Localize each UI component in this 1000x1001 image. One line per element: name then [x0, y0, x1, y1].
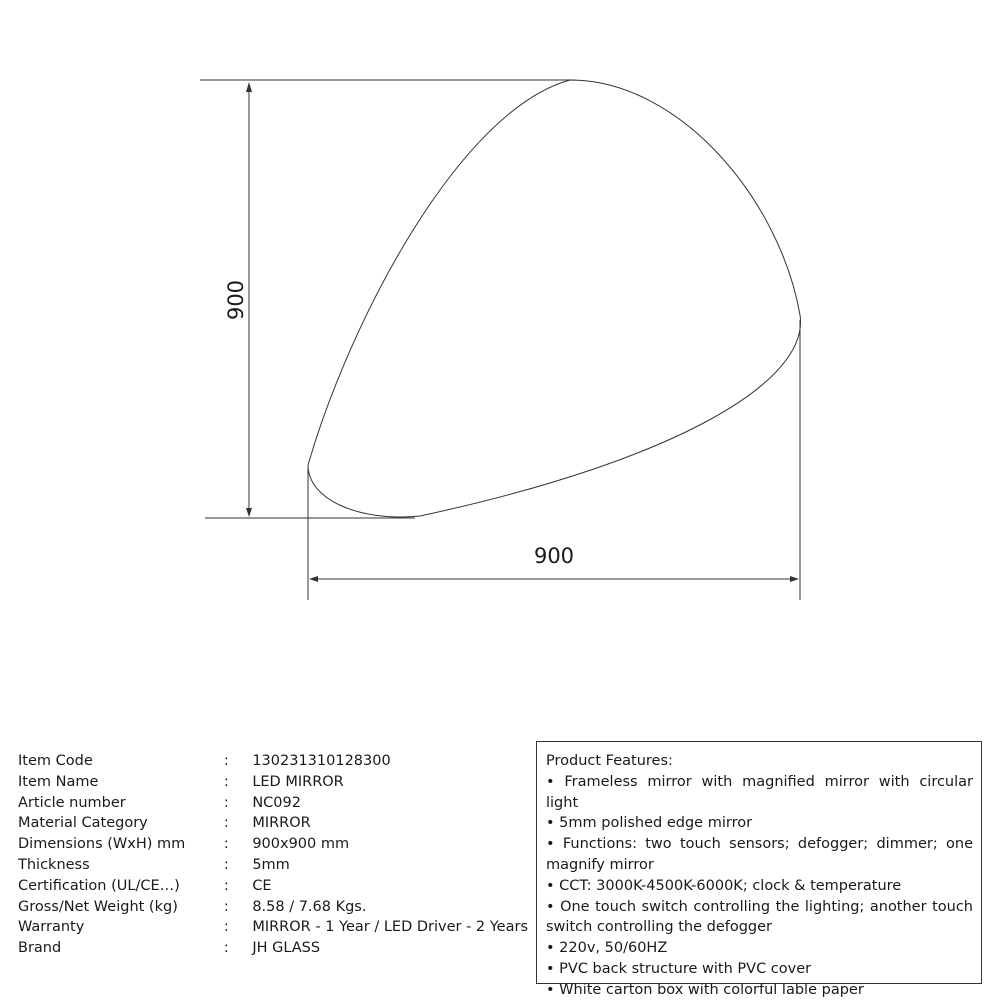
spec-value: NC092 [252, 794, 301, 811]
spec-label: Item Code [18, 753, 93, 769]
height-arrow-top [246, 82, 252, 92]
width-label: 900 [533, 544, 575, 568]
spec-row [18, 772, 528, 793]
feature-item: • 5mm polished edge mirror [546, 815, 753, 832]
feature-item: • Functions: two touch sensors; defogger; dimmer; one magnify mirror [546, 836, 973, 873]
spec-value: LED MIRROR [252, 773, 344, 790]
width-arrow-left [309, 576, 318, 582]
spec-separator: : [223, 898, 229, 915]
spec-row [18, 813, 528, 834]
spec-value: MIRROR - 1 Year / LED Driver - 2 Years [252, 919, 528, 936]
spec-label: Article number [18, 794, 126, 811]
feature-item: • One touch switch controlling the lighting; another touch switch controlling the defogger [546, 898, 973, 936]
product-features-box [536, 741, 982, 998]
width-arrow-right [790, 576, 799, 582]
height-label: 900 [224, 279, 248, 321]
spec-separator: : [223, 753, 229, 769]
height-arrow-bottom [246, 508, 252, 517]
spec-row [18, 793, 528, 814]
spec-row [18, 938, 528, 959]
spec-label: Material Category [18, 815, 148, 832]
spec-label: Brand [18, 940, 62, 957]
spec-separator: : [223, 877, 229, 894]
spec-separator: : [223, 794, 229, 811]
feature-item: • 220v, 50/60HZ [546, 940, 668, 957]
spec-table [18, 751, 528, 959]
spec-label: Thickness [18, 856, 90, 873]
features-title: Product Features: [546, 753, 673, 769]
spec-value: MIRROR [252, 815, 311, 832]
spec-label: Certification (UL/CE…) [18, 877, 180, 894]
spec-row [18, 855, 528, 876]
spec-row [18, 834, 528, 855]
spec-row [18, 897, 528, 918]
feature-item: • White carton box with colorful lable paper [546, 981, 864, 998]
spec-value: 5mm [252, 856, 290, 873]
spec-label: Dimensions (WxH) mm [18, 836, 186, 853]
feature-item: • PVC back structure with PVC cover [546, 960, 812, 977]
spec-value: 8.58 / 7.68 Kgs. [252, 898, 367, 915]
spec-value: CE [252, 877, 272, 894]
spec-label: Gross/Net Weight (kg) [18, 898, 178, 915]
spec-row [18, 751, 528, 772]
feature-item: • Frameless mirror with magnified mirror with circular light [546, 773, 973, 811]
mirror-outline [308, 80, 801, 517]
height-dimension [200, 80, 575, 518]
spec-row [18, 876, 528, 897]
feature-item: • CCT: 3000K-4500K-6000K; clock & temperature [546, 877, 902, 894]
spec-separator: : [223, 856, 229, 873]
spec-label: Warranty [18, 919, 85, 936]
spec-value: JH GLASS [252, 940, 321, 957]
spec-row [18, 917, 528, 938]
spec-value: 130231310128300 [252, 753, 391, 769]
spec-value: 900x900 mm [252, 836, 350, 853]
spec-separator: : [223, 940, 229, 957]
spec-separator: : [223, 836, 229, 853]
spec-separator: : [223, 815, 229, 832]
spec-label: Item Name [18, 773, 99, 790]
spec-separator: : [223, 919, 229, 936]
spec-separator: : [223, 773, 229, 790]
